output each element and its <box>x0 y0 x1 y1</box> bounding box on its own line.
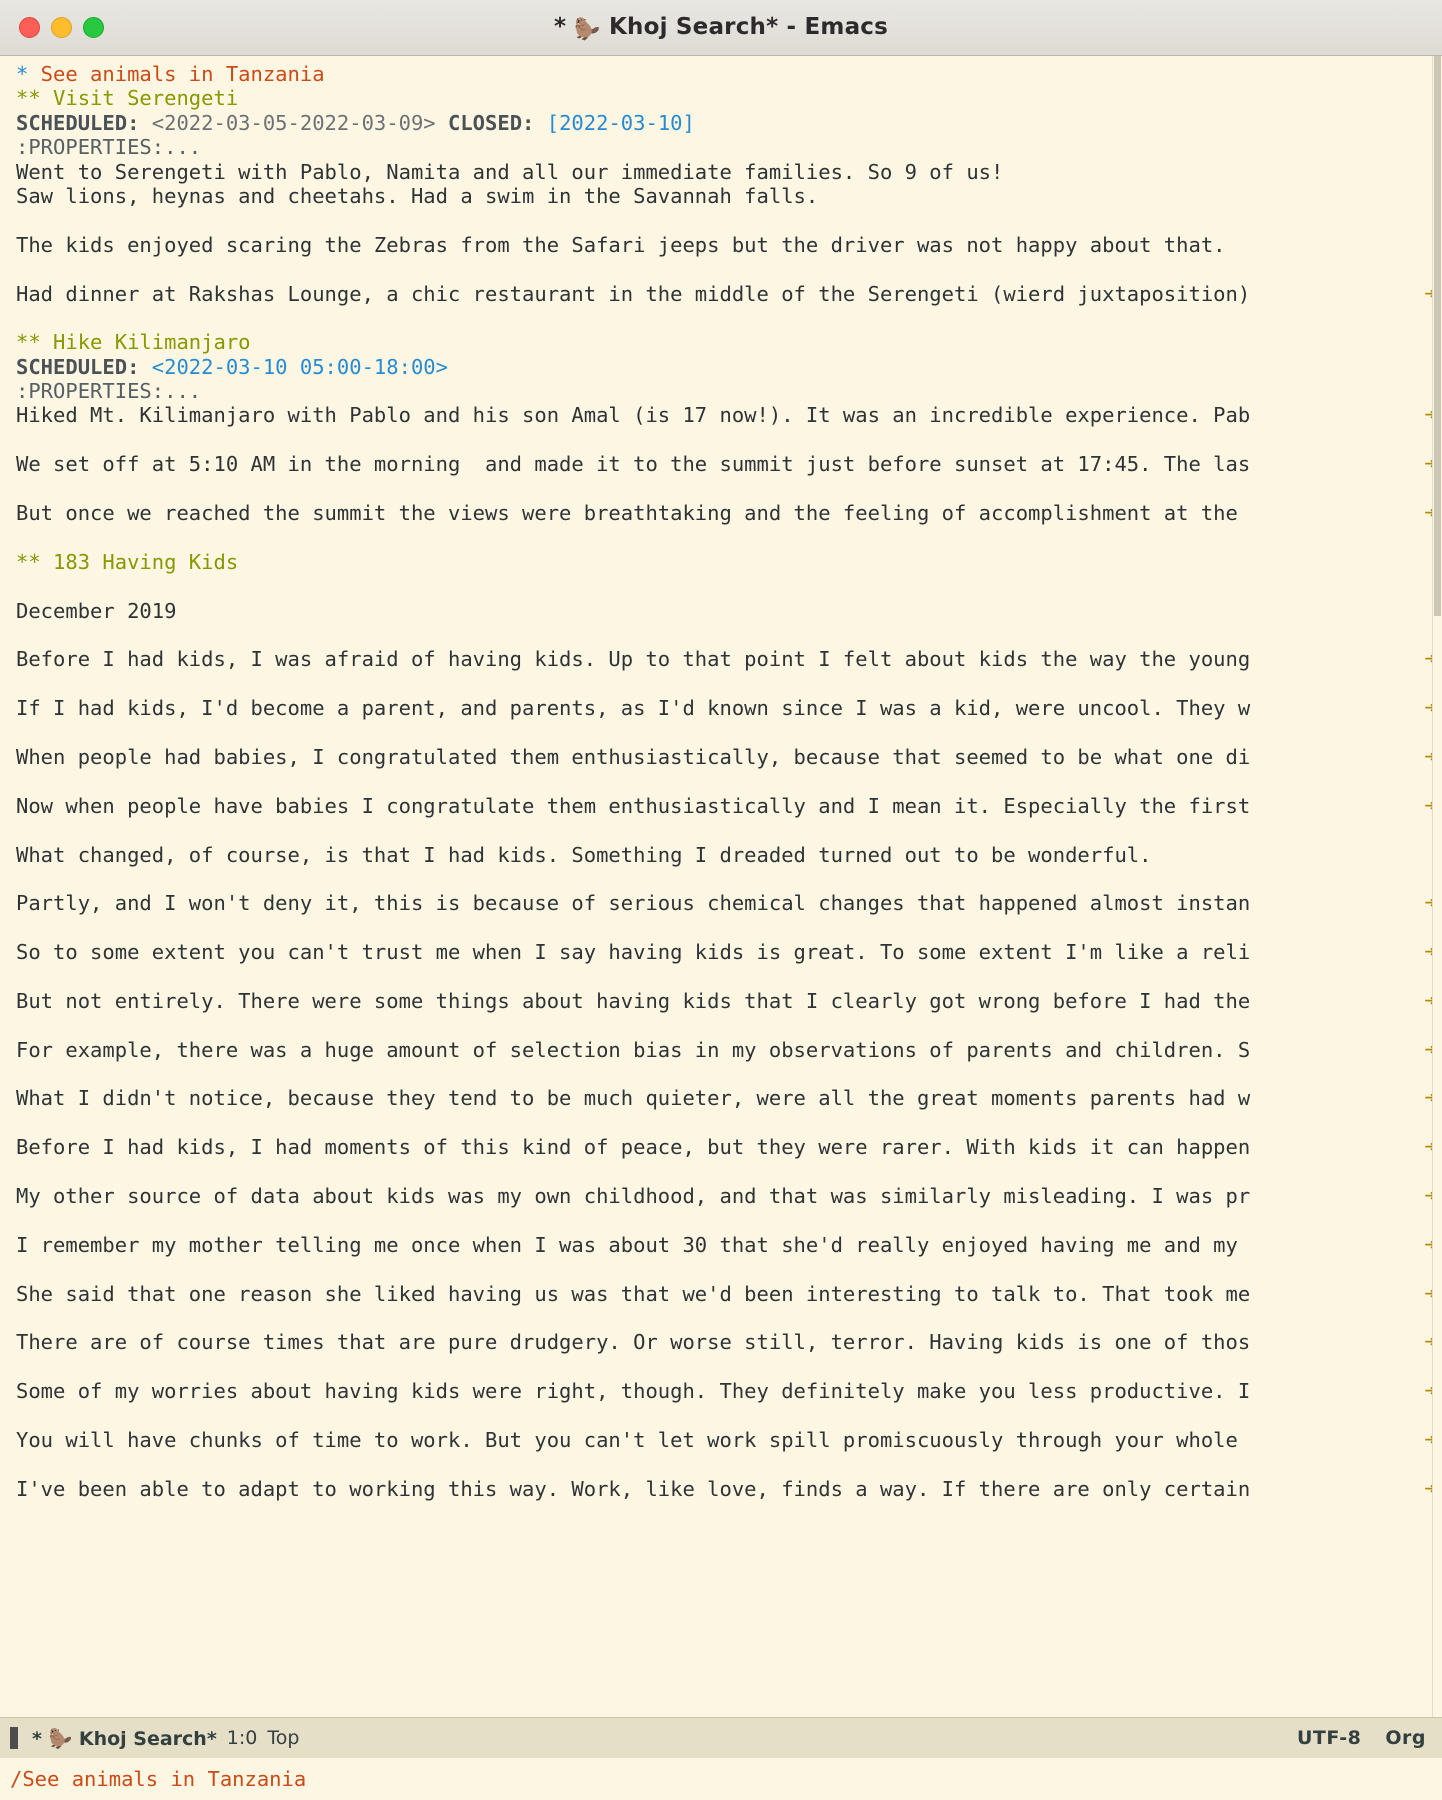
org-heading-level2[interactable]: ** 183 Having Kids <box>16 549 239 574</box>
org-scheduled-timestamp[interactable]: <2022-03-10 05:00-18:00> <box>151 354 448 379</box>
buffer-line <box>0 964 1442 988</box>
buffer-line <box>0 428 1442 452</box>
buffer-line-text: I remember my mother telling me once when I was about 30 that she'd really enjoyed having me and my <box>16 1232 1251 1257</box>
buffer-line <box>0 477 1442 501</box>
org-closed-keyword: CLOSED: <box>447 110 547 135</box>
mode-line-major-mode[interactable]: Org <box>1385 1727 1426 1749</box>
buffer-line-text: You will have chunks of time to work. But you can't let work spill promiscuously through your whole <box>16 1427 1251 1452</box>
title-bar <box>0 0 1442 56</box>
buffer-line-text: Hiked Mt. Kilimanjaro with Pablo and his son Amal (is 17 now!). It was an incredible experience. Pab <box>16 403 1251 428</box>
buffer-line <box>0 818 1442 842</box>
minibuffer[interactable] <box>0 1758 1442 1800</box>
buffer-line <box>0 721 1442 745</box>
buffer-line-text: Partly, and I won't deny it, this is because of serious chemical changes that happened almost instan <box>16 891 1251 916</box>
buffer-line <box>0 574 1442 598</box>
buffer-line <box>0 1038 1442 1062</box>
buffer-line-text: Before I had kids, I had moments of this kind of peace, but they were rarer. With kids it can happen <box>16 1135 1251 1160</box>
mode-line-scroll-state: Top <box>267 1727 300 1749</box>
scrollbar-thumb[interactable] <box>1434 56 1441 616</box>
buffer-line <box>0 1184 1442 1208</box>
buffer-line <box>0 623 1442 647</box>
buffer-line-text: Now when people have babies I congratulate them enthusiastically and I mean it. Especially the first <box>16 793 1251 818</box>
buffer-line <box>0 208 1442 232</box>
buffer-line <box>0 940 1442 964</box>
buffer-line-text: My other source of data about kids was my own childhood, and that was similarly misleading. I was pr <box>16 1183 1251 1208</box>
buffer-line <box>0 696 1442 720</box>
buffer-line-text: Before I had kids, I was afraid of having kids. Up to that point I felt about kids the way the young <box>16 647 1251 672</box>
buffer-line-text: Had dinner at Rakshas Lounge, a chic restaurant in the middle of the Serengeti (wierd juxtaposition) <box>16 281 1251 306</box>
khoj-logo-icon: 🦫 <box>574 16 601 41</box>
buffer-line <box>0 891 1442 915</box>
buffer-line <box>0 1282 1442 1306</box>
buffer-line <box>0 1379 1442 1403</box>
buffer-line-text: Some of my worries about having kids were right, though. They definitely make you less productive. I <box>16 1379 1251 1404</box>
buffer-line <box>0 355 1442 379</box>
buffer-line <box>0 525 1442 549</box>
buffer-line-text: But not entirely. There were some things about having kids that I clearly got wrong before I had the <box>16 988 1251 1013</box>
buffer-line <box>0 379 1442 403</box>
window-title <box>0 14 1442 42</box>
buffer-line <box>0 1477 1442 1501</box>
mode-line-buffer-name: * 🦫 Khoj Search* <box>32 1727 217 1750</box>
buffer-line <box>0 135 1442 159</box>
buffer-line <box>0 1013 1442 1037</box>
org-heading-level1[interactable]: See animals in Tanzania <box>28 62 325 86</box>
org-heading-level2[interactable]: ** Visit Serengeti <box>16 86 239 111</box>
buffer-line <box>0 111 1442 135</box>
buffer-line <box>0 330 1442 354</box>
buffer-line <box>0 62 1442 86</box>
buffer-line <box>0 501 1442 525</box>
org-scheduled-keyword: SCHEDULED: <box>16 354 152 379</box>
buffer-line <box>0 1111 1442 1135</box>
window-controls[interactable] <box>0 17 104 38</box>
org-properties-drawer[interactable]: :PROPERTIES:... <box>16 135 202 160</box>
mode-line-position: 1:0 <box>226 1727 258 1749</box>
khoj-logo-icon: 🦫 <box>48 1727 73 1750</box>
buffer-line <box>0 1452 1442 1476</box>
window-title-prefix: * <box>553 13 575 40</box>
buffer-line <box>0 916 1442 940</box>
buffer-line <box>0 1233 1442 1257</box>
org-scheduled-timestamp[interactable]: <2022-03-05-2022-03-09> <box>139 110 448 135</box>
buffer-line <box>0 550 1442 574</box>
buffer-line <box>0 1135 1442 1159</box>
minimize-button-icon[interactable] <box>51 17 72 38</box>
org-closed-timestamp[interactable]: [2022-03-10] <box>546 110 695 135</box>
buffer-line-text: I've been able to adapt to working this way. Work, like love, finds a way. If there are only certain <box>16 1476 1251 1501</box>
buffer-line <box>0 1160 1442 1184</box>
minibuffer-text: /See animals in Tanzania <box>10 1767 307 1791</box>
buffer-line-text: December 2019 <box>16 598 177 623</box>
buffer-line <box>0 794 1442 818</box>
buffer-line <box>0 403 1442 427</box>
buffer-line-text: Saw lions, heynas and cheetahs. Had a swim in the Savannah falls. <box>16 183 819 208</box>
org-properties-drawer[interactable]: :PROPERTIES:... <box>16 379 202 404</box>
buffer-line <box>0 843 1442 867</box>
buffer-line <box>0 86 1442 110</box>
buffer-line <box>0 306 1442 330</box>
buffer-lines <box>0 62 1442 1501</box>
buffer-line-text: What changed, of course, is that I had kids. Something I dreaded turned out to be wonderful. <box>16 842 1152 867</box>
buffer-line <box>0 867 1442 891</box>
buffer-line <box>0 1355 1442 1379</box>
buffer-line <box>0 1062 1442 1086</box>
buffer-line-text: There are of course times that are pure drudgery. Or worse still, terror. Having kids is one of thos <box>16 1330 1251 1355</box>
buffer-line-text: But once we reached the summit the views were breathtaking and the feeling of accomplishment at the <box>16 501 1251 526</box>
buffer-line-text: She said that one reason she liked having us was that we'd been interesting to talk to. That took me <box>16 1281 1251 1306</box>
buffer-line <box>0 1403 1442 1427</box>
buffer-line-text: What I didn't notice, because they tend to be much quieter, were all the great moments parents had w <box>16 1086 1251 1111</box>
buffer-line <box>0 452 1442 476</box>
buffer-line-text: The kids enjoyed scaring the Zebras from the Safari jeeps but the driver was not happy about that. <box>16 232 1226 257</box>
buffer-line <box>0 989 1442 1013</box>
buffer-line-text: So to some extent you can't trust me when I say having kids is great. To some extent I'm like a reli <box>16 940 1251 965</box>
buffer-line <box>0 184 1442 208</box>
window-title-text: Khoj Search* - Emacs <box>608 13 889 40</box>
buffer-line <box>0 647 1442 671</box>
buffer-line-text: For example, there was a huge amount of selection bias in my observations of parents and children. S <box>16 1037 1251 1062</box>
buffer-text-area[interactable] <box>0 56 1442 1717</box>
buffer-line <box>0 599 1442 623</box>
buffer-line <box>0 1306 1442 1330</box>
vertical-scrollbar[interactable] <box>1432 56 1442 1717</box>
buffer-line-text: We set off at 5:10 AM in the morning and made it to the summit just before sunset at 17:45. The las <box>16 452 1251 477</box>
buffer-line-text: When people had babies, I congratulated them enthusiastically, because that seemed to be what one di <box>16 744 1251 769</box>
buffer-line-text: Went to Serengeti with Pablo, Namita and all our immediate families. So 9 of us! <box>16 159 1004 184</box>
buffer-line <box>0 1257 1442 1281</box>
buffer-line <box>0 1208 1442 1232</box>
buffer-line <box>0 1086 1442 1110</box>
buffer-line <box>0 745 1442 769</box>
buffer-line <box>0 282 1442 306</box>
maximize-button-icon[interactable] <box>83 17 104 38</box>
mode-line <box>0 1717 1442 1758</box>
buffer-line <box>0 1330 1442 1354</box>
org-heading-bullet: * <box>16 62 29 86</box>
buffer-line <box>0 233 1442 257</box>
buffer-line-text: If I had kids, I'd become a parent, and parents, as I'd known since I was a kid, were uncool. They w <box>16 696 1251 721</box>
buffer-line <box>0 257 1442 281</box>
buffer-line <box>0 160 1442 184</box>
close-button-icon[interactable] <box>19 17 40 38</box>
mode-line-encoding: UTF-8 <box>1296 1727 1362 1749</box>
buffer-line <box>0 1428 1442 1452</box>
org-heading-level2[interactable]: ** Hike Kilimanjaro <box>16 330 251 355</box>
org-scheduled-keyword: SCHEDULED: <box>16 110 140 135</box>
buffer-line <box>0 672 1442 696</box>
mode-line-indicator <box>10 1727 18 1749</box>
buffer-line <box>0 769 1442 793</box>
